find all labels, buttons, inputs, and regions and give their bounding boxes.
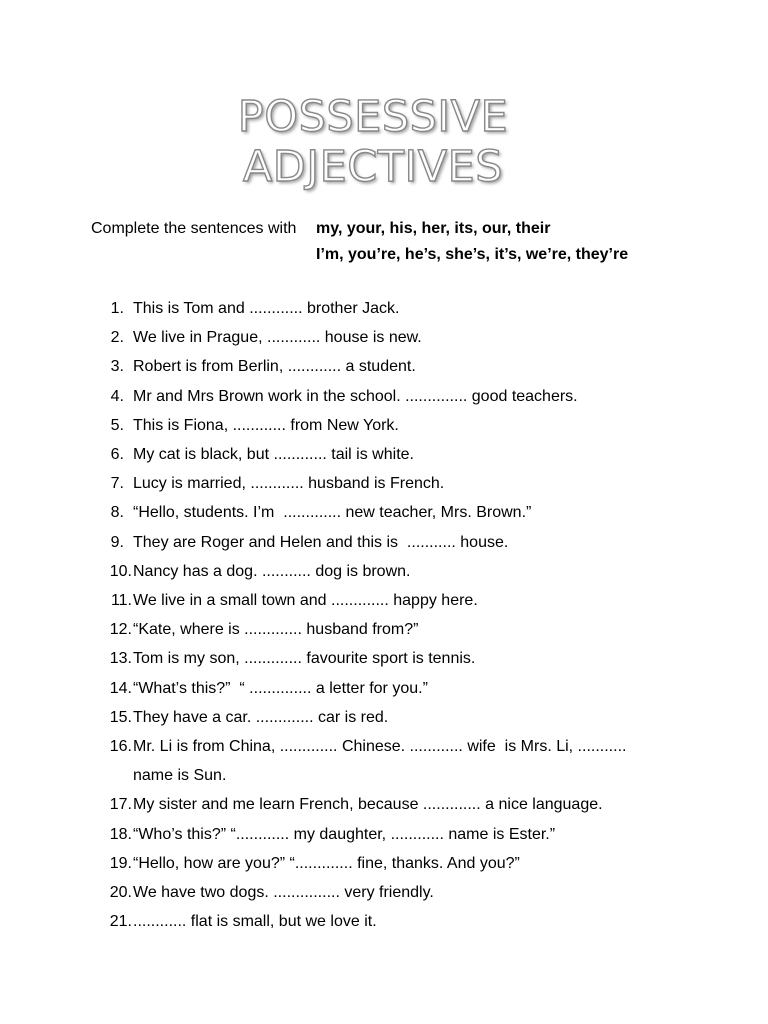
exercise-sentence: My cat is black, but ............ tail is white. — [133, 446, 414, 464]
exercise-item — [0, 294, 768, 323]
exercise-number: 8. — [110, 504, 124, 522]
exercise-number: 1. — [110, 300, 124, 317]
exercise-sentence: They have a car. ............. car is red. — [133, 708, 389, 726]
exercise-number: 6. — [110, 446, 124, 464]
exercise-item — [0, 557, 768, 586]
exercise-sentence: This is Tom and ............ brother Jack. — [133, 300, 400, 317]
exercise-item — [0, 674, 768, 703]
exercise-item — [0, 849, 768, 878]
exercise-sentence: “What’s this?” “ .............. a letter for you.” — [133, 679, 428, 697]
exercise-number: 19. — [109, 854, 132, 872]
exercise-sentence: Tom is my son, ............. favourite sport is tennis. — [133, 650, 476, 668]
title-line-2: ADJECTIVES — [242, 142, 504, 192]
exercise-number: 5. — [110, 416, 124, 434]
exercise-item — [0, 411, 768, 440]
exercise-item — [0, 382, 768, 411]
exercise-number: 17. — [109, 796, 132, 814]
exercise-item — [0, 907, 768, 936]
exercise-number: 13. — [109, 650, 132, 668]
word-bank-possessives: my, your, his, her, its, our, their — [316, 220, 551, 237]
exercise-number: 10. — [109, 562, 132, 580]
exercise-sentence: We live in a small town and ............. happy here. — [133, 592, 478, 610]
exercise-number: 4. — [110, 387, 124, 405]
exercise-item — [0, 790, 768, 819]
exercise-sentence: They are Roger and Helen and this is ........... house. — [133, 533, 509, 551]
exercise-item — [0, 528, 768, 557]
exercise-item — [0, 644, 768, 673]
exercise-sentence: “Hello, how are you?” “............. fine, thanks. And you?” — [133, 854, 520, 872]
exercise-item — [0, 615, 768, 644]
exercise-sentence: Robert is from Berlin, ............ a student. — [133, 358, 416, 376]
exercise-item — [0, 323, 768, 352]
exercise-sentence: Mr and Mrs Brown work in the school. .............. good teachers. — [133, 387, 578, 405]
word-bank — [316, 216, 628, 268]
exercise-item — [0, 352, 768, 381]
exercise-sentence: “Hello, students. I’m ............. new teacher, Mrs. Brown.” — [133, 504, 532, 522]
instructions-label: Complete the sentences with — [91, 220, 297, 237]
exercise-item — [0, 498, 768, 527]
exercise-sentence: My sister and me learn French, because ............. a nice language. — [133, 796, 603, 814]
exercise-number: 16. — [109, 738, 132, 756]
exercise-sentence: “Kate, where is ............. husband from?” — [133, 621, 419, 639]
exercise-number: 3. — [110, 358, 124, 376]
exercise-number: 7. — [110, 475, 124, 493]
exercise-sentence: We live in Prague, ............ house is new. — [133, 329, 422, 347]
exercise-item — [0, 732, 768, 790]
exercise-number: 21. — [109, 913, 132, 931]
exercise-list — [0, 294, 768, 936]
exercise-number: 9. — [110, 533, 124, 551]
exercise-number: 15. — [109, 708, 132, 726]
exercise-sentence: Nancy has a dog. ........... dog is brown. — [133, 562, 411, 580]
exercise-item — [0, 878, 768, 907]
exercise-item — [0, 469, 768, 498]
exercise-sentence: Lucy is married, ............ husband is French. — [133, 475, 445, 493]
exercise-sentence: ............ flat is small, but we love it. — [133, 913, 377, 931]
exercise-sentence: This is Fiona, ............ from New York. — [133, 416, 399, 434]
exercise-sentence: “Who’s this?” “............ my daughter, ............ name is Ester.” — [133, 825, 556, 843]
exercise-number: 2. — [110, 329, 124, 347]
exercise-sentence: Mr. Li is from China, ............. Chinese. ............ wife is Mrs. Li, ........... name is Sun. — [133, 738, 631, 785]
exercise-item — [0, 586, 768, 615]
exercise-number: 14. — [109, 679, 132, 697]
exercise-item — [0, 703, 768, 732]
exercise-number: 18. — [109, 825, 132, 843]
worksheet-title — [0, 92, 746, 192]
exercise-number: 11. — [110, 592, 132, 610]
exercise-number: 20. — [109, 884, 132, 902]
title-line-1: POSSESSIVE — [237, 92, 509, 142]
word-bank-contractions: I’m, you’re, he’s, she’s, it’s, we’re, they’re — [316, 246, 629, 263]
exercise-sentence: We have two dogs. ............... very friendly. — [133, 884, 434, 902]
exercise-item — [0, 820, 768, 849]
exercise-number: 12. — [109, 621, 132, 639]
exercise-item — [0, 440, 768, 469]
